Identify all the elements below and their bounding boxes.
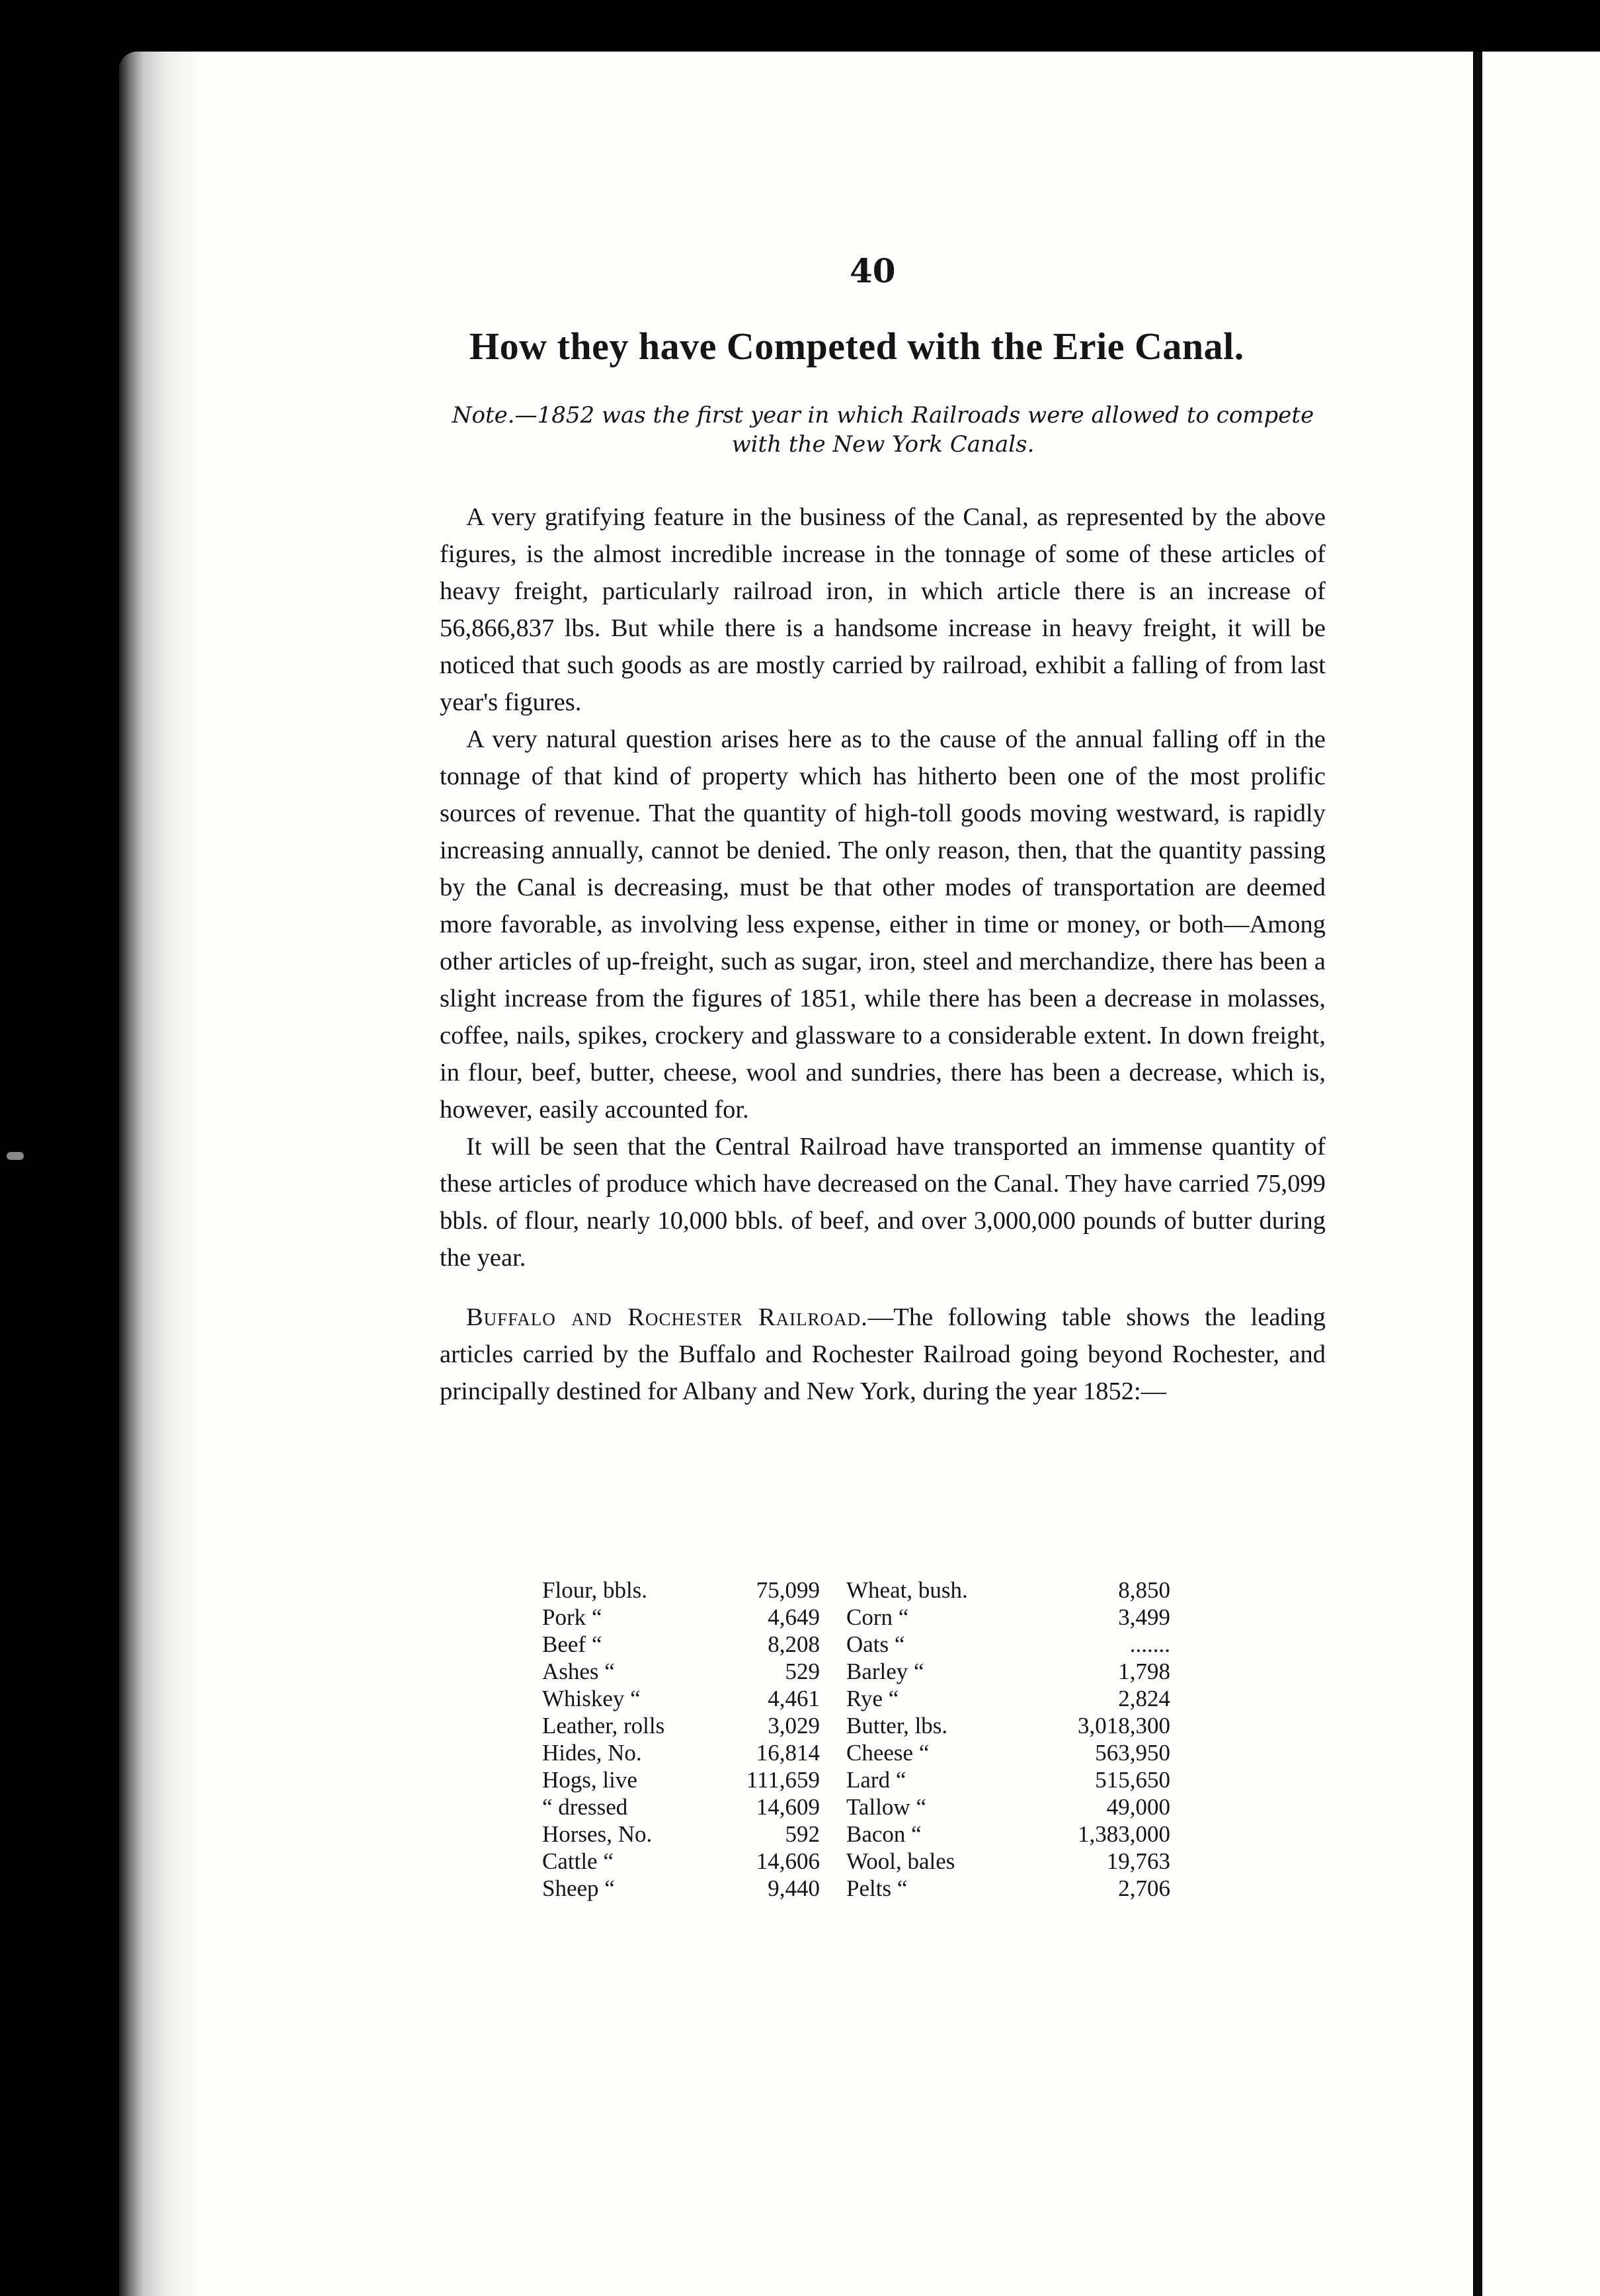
railroad-paragraph — [440, 1299, 1326, 1410]
table-row — [542, 1821, 1217, 1848]
quantity-left: 16,814 — [756, 1740, 820, 1766]
table-row — [542, 1766, 1217, 1793]
table-row — [542, 1685, 1217, 1712]
article-right: Wheat, bush. — [846, 1577, 968, 1603]
article-left: Sheep “ — [542, 1875, 615, 1901]
table-row — [542, 1658, 1217, 1685]
article-right: Oats “ — [846, 1631, 905, 1657]
paragraph-1: A very gratifying feature in the business of the Canal, as represented by the above figures, is the almost incredible increase in the tonnage of some of these articles of heavy freight, particularly railroad iron, in which article there is an increase of 56,866,837 lbs. But while there is a handsome increase in heavy freight, it will be noticed that such goods as are mostly carried by railroad, exhibit a falling of from last year's figures. — [440, 503, 1326, 716]
table-row — [542, 1793, 1217, 1821]
quantity-right: 1,383,000 — [1078, 1821, 1170, 1847]
article-right: Butter, lbs. — [846, 1713, 948, 1739]
article-right: Lard “ — [846, 1767, 906, 1793]
article-left: Flour, bbls. — [542, 1577, 648, 1603]
table-row — [542, 1848, 1217, 1875]
article-left: Whiskey “ — [542, 1686, 641, 1711]
quantity-right: 2,824 — [1118, 1686, 1170, 1711]
article-right: Pelts “ — [846, 1875, 908, 1901]
body-text — [440, 499, 1326, 1410]
note-line-1: Note.—1852 was the first year in which Railroads were allowed to compete — [452, 402, 1314, 429]
quantity-right: 19,763 — [1106, 1848, 1170, 1874]
quantity-left: 111,659 — [746, 1767, 820, 1793]
quantity-left: 3,029 — [768, 1713, 820, 1739]
article-left: Ashes “ — [542, 1659, 615, 1684]
article-right: Cheese “ — [846, 1740, 930, 1766]
table-row — [542, 1739, 1217, 1766]
quantity-right: 8,850 — [1118, 1577, 1170, 1603]
article-right: Barley “ — [846, 1659, 924, 1684]
article-left: Hogs, live — [542, 1767, 637, 1793]
table-row — [542, 1577, 1217, 1604]
article-left: Cattle “ — [542, 1848, 614, 1874]
quantity-right: 3,018,300 — [1078, 1713, 1170, 1739]
quantity-right: 563,950 — [1095, 1740, 1170, 1766]
article-right: Bacon “ — [846, 1821, 922, 1847]
quantity-right: 3,499 — [1118, 1604, 1170, 1630]
article-left: Pork “ — [542, 1604, 602, 1630]
article-left: Leather, rolls — [542, 1713, 665, 1739]
freight-table — [542, 1577, 1217, 1902]
next-page-edge — [1480, 52, 1600, 2296]
quantity-left: 14,609 — [756, 1794, 820, 1820]
page-binding-edge — [119, 52, 198, 2296]
page-title: How they have Competed with the Erie Canal. — [469, 325, 1244, 368]
railroad-heading: Buffalo and Rochester Railroad. — [466, 1303, 868, 1331]
article-right: Rye “ — [846, 1686, 899, 1711]
quantity-left: 8,208 — [768, 1631, 820, 1657]
quantity-right: 1,798 — [1118, 1659, 1170, 1684]
railroad-text: —The following table shows the leading articles carried by the Buffalo and Rochester Railroad going beyond Rochester, and principally destined for Albany and New York, during the year 1852:— — [440, 1303, 1326, 1405]
quantity-left: 529 — [785, 1659, 820, 1684]
quantity-left: 592 — [785, 1821, 820, 1847]
note-line-2: with the New York Canals. — [731, 431, 1035, 458]
paragraph-3: It will be seen that the Central Railroad have transported an immense quantity of these articles of produce which have decreased on the Canal. They have carried 75,099 bbls. of flour, nearly 10,000 bbls. of beef, and over 3,000,000 pounds of butter during the year. — [440, 1133, 1326, 1272]
article-left: “ dressed — [542, 1794, 628, 1820]
page-gutter — [1473, 52, 1482, 2296]
quantity-left: 14,606 — [756, 1848, 820, 1874]
table-row — [542, 1631, 1217, 1658]
article-left: Horses, No. — [542, 1821, 653, 1847]
quantity-right: 515,650 — [1095, 1767, 1170, 1793]
article-left: Beef “ — [542, 1631, 602, 1657]
table-row — [542, 1604, 1217, 1631]
table-row — [542, 1875, 1217, 1902]
note — [442, 401, 1324, 459]
quantity-left: 9,440 — [768, 1875, 820, 1901]
article-right: Corn “ — [846, 1604, 909, 1630]
quantity-left: 4,649 — [768, 1604, 820, 1630]
quantity-right: 2,706 — [1118, 1875, 1170, 1901]
scan-speck — [7, 1152, 24, 1160]
paragraph-2: A very natural question arises here as to the cause of the annual falling off in the tonnage of that kind of property which has hitherto been one of the most prolific sources of revenue. That the quantity of high-toll goods moving westward, is rapidly increasing annually, cannot be denied. The only reason, then, that the quantity passing by the Canal is decreasing, must be that other modes of transportation are deemed more favorable, as involving less expense, either in time or money, or both—Among other articles of up-freight, such as sugar, iron, steel and merchandize, there has been a slight increase from the figures of 1851, while there has been a decrease in molasses, coffee, nails, spikes, crockery and glassware to a considerable extent. In down freight, in flour, beef, butter, cheese, wool and sundries, there has been a decrease, which is, however, easily accounted for. — [440, 725, 1326, 1124]
quantity-left: 4,461 — [768, 1686, 820, 1711]
article-right: Tallow “ — [846, 1794, 926, 1820]
article-right: Wool, bales — [846, 1848, 955, 1874]
article-left: Hides, No. — [542, 1740, 642, 1766]
page-number: 40 — [850, 251, 896, 290]
quantity-right: ....... — [1129, 1631, 1170, 1657]
table-row — [542, 1712, 1217, 1739]
quantity-left: 75,099 — [756, 1577, 820, 1603]
quantity-right: 49,000 — [1106, 1794, 1170, 1820]
